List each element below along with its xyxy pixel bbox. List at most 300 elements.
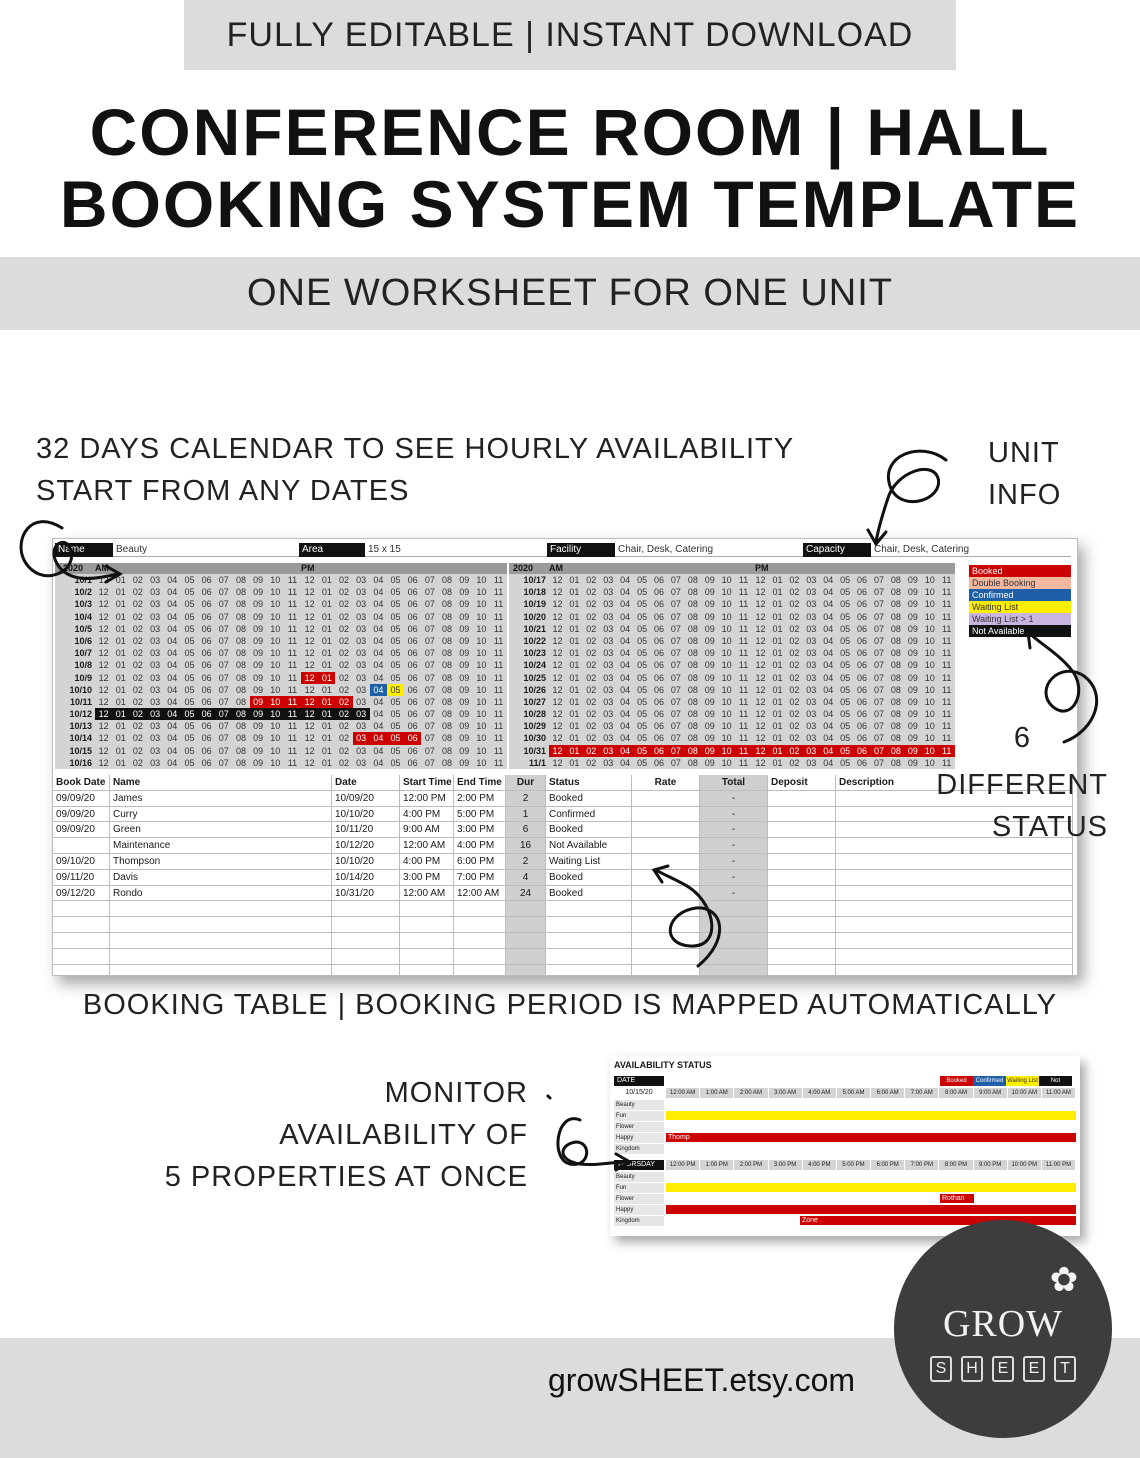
hour-cell: 05 <box>840 660 851 671</box>
hour-cell: 03 <box>603 623 614 634</box>
hour-cell: 09 <box>904 745 921 757</box>
hour-cell: 07 <box>670 709 681 720</box>
hour-cell: 04 <box>167 660 178 671</box>
hour-cell: 03 <box>603 587 614 598</box>
hour-cell: 10 <box>270 684 281 695</box>
hour-cell: 10 <box>476 745 487 756</box>
hour-cell: 11 <box>493 623 504 634</box>
hour-cell: 09 <box>459 648 470 659</box>
booking-cell[interactable]: - <box>700 870 768 885</box>
hour-cell: 02 <box>129 708 146 720</box>
hour-cell: 11 <box>941 696 952 707</box>
availability-property: Happy <box>614 1133 664 1144</box>
hour-cell: 05 <box>840 709 851 720</box>
hour-cell: 04 <box>373 587 384 598</box>
area-value[interactable]: 15 x 15 <box>365 543 547 557</box>
hour-cell: 01 <box>569 709 580 720</box>
facility-value[interactable]: Chair, Desk, Catering <box>615 543 803 557</box>
hour-cell: 11 <box>284 696 301 708</box>
hour-cell: 01 <box>321 745 332 756</box>
hour-cell: 09 <box>459 709 470 720</box>
hour-cell: 06 <box>857 623 868 634</box>
hour-cell: 05 <box>387 732 404 744</box>
hour-cell: 01 <box>115 623 126 634</box>
booking-cell[interactable]: 10/14/20 <box>332 870 400 885</box>
availability-property: Beauty <box>614 1100 664 1111</box>
hour-cell: 08 <box>687 611 698 622</box>
booking-cell[interactable]: 12:00 AM <box>400 886 454 901</box>
hour-cell: 11 <box>941 648 952 659</box>
booking-cell[interactable]: Thompson <box>110 854 332 869</box>
hour-cell: 03 <box>806 635 817 646</box>
hour-cell: 08 <box>687 672 698 683</box>
hour-cell: 12 <box>552 757 563 768</box>
booking-cell[interactable]: 12:00 AM <box>454 886 506 901</box>
hour-cell: 11 <box>941 709 952 720</box>
booking-cell[interactable]: 10/11/20 <box>332 822 400 837</box>
hour-cell: 11 <box>493 587 504 598</box>
hour-cell: 10 <box>721 599 732 610</box>
name-value[interactable]: Beauty <box>113 543 299 557</box>
availability-day-label: THURSDAY <box>614 1160 664 1170</box>
hour-cell: 04 <box>373 721 384 732</box>
hour-cell: 02 <box>338 599 349 610</box>
hour-cell: 11 <box>287 611 298 622</box>
hour-cell: 04 <box>167 733 178 744</box>
hour-cell: 03 <box>356 696 367 707</box>
availability-hour: 10:00 PM <box>1008 1160 1042 1170</box>
hour-cell: 11 <box>941 575 952 585</box>
hour-cell: 04 <box>167 696 178 707</box>
monitor-caption-line-2: AVAILABILITY OF <box>279 1119 528 1151</box>
calendar-right-year: 2020 <box>513 563 534 573</box>
hour-cell: 04 <box>823 696 834 707</box>
calendar-left-date: 10/3 <box>74 599 92 610</box>
area-label: Area <box>299 543 365 557</box>
booking-cell[interactable]: 2:00 PM <box>454 791 506 806</box>
calendar-right-date: 10/29 <box>523 721 546 732</box>
hour-cell: 08 <box>684 745 701 757</box>
hour-cell: 05 <box>637 648 648 659</box>
hour-cell: 09 <box>704 587 715 598</box>
booking-cell[interactable]: 9:00 AM <box>400 822 454 837</box>
hour-cell: 11 <box>493 575 504 585</box>
hour-cell: 12 <box>552 733 563 744</box>
booking-cell[interactable]: - <box>700 886 768 901</box>
hour-cell: 08 <box>890 611 901 622</box>
hour-cell: 09 <box>907 599 918 610</box>
booking-cell[interactable]: Booked <box>546 870 632 885</box>
hour-cell: 11 <box>738 684 749 695</box>
booking-cell[interactable]: 09/11/20 <box>53 870 110 885</box>
hour-cell: 12 <box>98 684 109 695</box>
hour-cell: 04 <box>620 733 631 744</box>
availability-property: Flower <box>614 1194 664 1205</box>
hour-cell: 03 <box>356 648 367 659</box>
hour-cell: 06 <box>407 696 418 707</box>
hour-cell: 03 <box>603 733 614 744</box>
booking-cell[interactable]: James <box>110 791 332 806</box>
hour-cell: 01 <box>115 757 126 768</box>
hour-cell: 08 <box>442 635 453 646</box>
booking-cell[interactable]: 7:00 PM <box>454 870 506 885</box>
hour-cell: 11 <box>493 733 504 744</box>
hour-cell: 09 <box>907 660 918 671</box>
booking-cell[interactable]: 16 <box>506 838 546 853</box>
hour-cell: 09 <box>907 635 918 646</box>
hour-cell: 07 <box>873 623 884 634</box>
hour-cell: 09 <box>907 587 918 598</box>
hour-cell: 01 <box>569 721 580 732</box>
hour-cell: 01 <box>115 672 126 683</box>
hour-cell: 12 <box>304 599 315 610</box>
hour-cell: 12 <box>98 599 109 610</box>
monitor-caption-line-1: MONITOR <box>384 1077 528 1109</box>
hour-cell: 06 <box>201 757 212 768</box>
hour-cell: 01 <box>772 660 783 671</box>
hour-cell: 03 <box>806 599 817 610</box>
hour-cell: 07 <box>670 660 681 671</box>
hour-cell: 10 <box>924 587 935 598</box>
hour-cell: 04 <box>820 745 837 757</box>
hour-cell: 12 <box>755 575 766 585</box>
hour-cell: 10 <box>270 599 281 610</box>
booking-cell[interactable]: Booked <box>546 791 632 806</box>
hour-cell: 06 <box>407 721 418 732</box>
booking-cell[interactable]: Confirmed <box>546 807 632 822</box>
hour-cell: 05 <box>390 660 401 671</box>
hour-cell: 08 <box>890 599 901 610</box>
hour-cell: 01 <box>772 684 783 695</box>
hour-cell: 10 <box>924 599 935 610</box>
hour-cell: 10 <box>924 611 935 622</box>
hour-cell: 02 <box>338 684 349 695</box>
hour-cell: 06 <box>857 733 868 744</box>
hour-cell: 02 <box>338 733 349 744</box>
hour-cell: 06 <box>653 733 664 744</box>
hour-cell: 06 <box>201 587 212 598</box>
hour-cell: 05 <box>840 599 851 610</box>
logo-letter: E <box>1023 1356 1045 1382</box>
hour-cell: 02 <box>338 721 349 732</box>
hour-cell: 10 <box>270 611 281 622</box>
hour-cell: 01 <box>321 648 332 659</box>
hour-cell: 02 <box>586 733 597 744</box>
hour-cell: 06 <box>201 733 212 744</box>
booking-cell[interactable]: 09/09/20 <box>53 791 110 806</box>
booking-cell[interactable]: 12:00 PM <box>400 791 454 806</box>
hour-cell: 10 <box>267 696 284 708</box>
hour-cell: 07 <box>424 648 435 659</box>
booking-cell[interactable]: 10/31/20 <box>332 886 400 901</box>
unit-info-arrow <box>876 451 946 542</box>
hour-cell: 12 <box>304 611 315 622</box>
booking-cell[interactable]: Not Available <box>546 838 632 853</box>
hour-cell: 04 <box>823 733 834 744</box>
hour-cell: 08 <box>890 587 901 598</box>
calendar-right-date: 10/22 <box>523 635 546 646</box>
hour-cell: 09 <box>459 733 470 744</box>
booking-cell[interactable]: 3:00 PM <box>400 870 454 885</box>
hour-cell: 08 <box>890 623 901 634</box>
hour-cell: 06 <box>653 660 664 671</box>
hour-cell: 03 <box>150 599 161 610</box>
hour-cell: 01 <box>321 721 332 732</box>
hour-cell: 03 <box>603 635 614 646</box>
hour-cell: 12 <box>552 587 563 598</box>
hour-cell: 11 <box>493 721 504 732</box>
hour-cell: 12 <box>98 721 109 732</box>
booking-cell[interactable]: Curry <box>110 807 332 822</box>
booking-cell[interactable]: 10/12/20 <box>332 838 400 853</box>
hour-cell: 05 <box>840 635 851 646</box>
hour-cell: 03 <box>356 611 367 622</box>
hour-cell: 12 <box>304 733 315 744</box>
hour-cell: 01 <box>569 672 580 683</box>
booking-cell[interactable]: - <box>700 822 768 837</box>
booking-cell[interactable]: 12:00 AM <box>400 838 454 853</box>
hour-cell: 03 <box>806 733 817 744</box>
booking-cell[interactable]: 6 <box>506 822 546 837</box>
availability-hour: 9:00 PM <box>974 1160 1008 1170</box>
hour-cell: 03 <box>356 721 367 732</box>
booking-cell[interactable]: 2 <box>506 854 546 869</box>
booking-cell[interactable]: - <box>700 838 768 853</box>
hour-cell: 03 <box>150 684 161 695</box>
hour-cell: 08 <box>235 757 246 768</box>
hour-cell: 02 <box>789 684 800 695</box>
hour-cell: 04 <box>823 599 834 610</box>
hour-cell: 08 <box>687 733 698 744</box>
hour-cell: 07 <box>873 660 884 671</box>
calendar-right-date: 10/31 <box>523 745 546 756</box>
hour-cell: 01 <box>772 599 783 610</box>
hour-cell: 12 <box>755 660 766 671</box>
hour-cell: 05 <box>637 733 648 744</box>
hour-cell: 07 <box>424 696 435 707</box>
hour-cell: 08 <box>442 709 453 720</box>
hour-cell: 10 <box>721 611 732 622</box>
hour-cell: 08 <box>687 696 698 707</box>
hour-cell: 07 <box>667 745 684 757</box>
hour-cell: 07 <box>218 745 229 756</box>
hour-cell: 09 <box>459 745 470 756</box>
availability-property: Kingdom <box>614 1144 664 1155</box>
hour-cell: 02 <box>789 648 800 659</box>
hour-cell: 05 <box>840 721 851 732</box>
booking-cell[interactable]: 2 <box>506 791 546 806</box>
booking-cell[interactable]: 3:00 PM <box>454 822 506 837</box>
hour-cell: 02 <box>132 575 143 585</box>
hour-cell: 09 <box>704 635 715 646</box>
booking-cell[interactable]: 09/12/20 <box>53 886 110 901</box>
hour-cell: 01 <box>772 611 783 622</box>
hour-cell: 01 <box>115 575 126 585</box>
availability-property: Kingdom <box>614 1216 664 1227</box>
hour-cell: 12 <box>552 648 563 659</box>
hour-cell: 08 <box>890 635 901 646</box>
availability-hour: 4:00 AM <box>803 1088 837 1098</box>
hour-cell: 10 <box>476 733 487 744</box>
hour-cell: 11 <box>738 611 749 622</box>
availability-hour: 1:00 AM <box>700 1088 734 1098</box>
hour-cell: 05 <box>390 672 401 683</box>
booking-header-cell: Status <box>546 775 632 790</box>
availability-property: Flower <box>614 1122 664 1133</box>
hour-cell: 01 <box>772 696 783 707</box>
booking-cell[interactable]: - <box>700 854 768 869</box>
booking-cell[interactable]: Booked <box>546 886 632 901</box>
hour-cell: 11 <box>493 672 504 683</box>
hour-cell: 05 <box>840 757 851 768</box>
hour-cell: 08 <box>442 611 453 622</box>
booking-cell[interactable]: 09/09/20 <box>53 822 110 837</box>
hour-cell: 09 <box>253 660 264 671</box>
status-count: 6 <box>1013 722 1031 754</box>
hour-cell: 07 <box>218 721 229 732</box>
hour-cell: 03 <box>603 648 614 659</box>
hour-cell: 06 <box>407 599 418 610</box>
booking-cell[interactable]: 6:00 PM <box>454 854 506 869</box>
hour-cell: 02 <box>338 660 349 671</box>
hour-cell: 11 <box>287 721 298 732</box>
hour-cell: 11 <box>738 587 749 598</box>
booking-cell[interactable]: 4:00 PM <box>400 807 454 822</box>
booking-cell[interactable]: 4:00 PM <box>454 838 506 853</box>
booking-cell[interactable]: 24 <box>506 886 546 901</box>
hour-cell: 12 <box>304 684 315 695</box>
hour-cell: 07 <box>424 757 435 768</box>
hour-cell: 09 <box>253 721 264 732</box>
hour-cell: 09 <box>253 757 264 768</box>
booking-cell[interactable]: 10/10/20 <box>332 854 400 869</box>
hour-cell: 06 <box>407 672 418 683</box>
booking-cell[interactable]: Waiting List <box>546 854 632 869</box>
booking-cell[interactable]: Maintenance <box>110 838 332 853</box>
hour-cell: 09 <box>704 733 715 744</box>
hour-cell: 02 <box>132 745 143 756</box>
booking-cell[interactable]: - <box>700 791 768 806</box>
booking-cell[interactable]: 10/09/20 <box>332 791 400 806</box>
hour-cell: 04 <box>167 672 178 683</box>
hour-cell: 03 <box>356 672 367 683</box>
booking-cell[interactable]: 09/10/20 <box>53 854 110 869</box>
hour-cell: 11 <box>738 721 749 732</box>
hour-cell: 08 <box>235 733 246 744</box>
booking-cell[interactable]: 09/09/20 <box>53 807 110 822</box>
hour-cell: 06 <box>201 575 212 585</box>
booking-cell[interactable]: Rondo <box>110 886 332 901</box>
booking-cell[interactable]: Booked <box>546 822 632 837</box>
hour-cell: 10 <box>721 623 732 634</box>
hour-cell: 03 <box>150 635 161 646</box>
booking-cell[interactable]: - <box>700 807 768 822</box>
hour-cell: 11 <box>493 611 504 622</box>
hour-cell: 01 <box>112 708 129 720</box>
hour-cell: 01 <box>321 623 332 634</box>
hour-cell: 11 <box>493 684 504 695</box>
availability-hour: 7:00 PM <box>905 1160 939 1170</box>
hour-cell: 05 <box>390 599 401 610</box>
hour-cell: 02 <box>338 611 349 622</box>
hour-cell: 07 <box>424 660 435 671</box>
availability-legend-item: Not <box>1039 1076 1072 1086</box>
hour-cell: 04 <box>373 635 384 646</box>
shop-url[interactable]: growSHEET.etsy.com <box>548 1362 856 1398</box>
calendar-right-date: 10/18 <box>523 587 546 598</box>
hour-cell: 04 <box>370 732 387 744</box>
hour-cell: 08 <box>442 599 453 610</box>
hour-cell: 02 <box>789 599 800 610</box>
hour-cell: 12 <box>98 587 109 598</box>
availability-hour: 6:00 AM <box>871 1088 905 1098</box>
capacity-value[interactable]: Chair, Desk, Catering <box>871 543 1071 557</box>
calendar-left-pm: PM <box>301 563 315 573</box>
hour-cell: 05 <box>637 575 648 585</box>
hour-cell: 11 <box>735 745 752 757</box>
hour-cell: 06 <box>653 635 664 646</box>
availability-title: AVAILABILITY STATUS <box>614 1060 712 1070</box>
hour-cell: 03 <box>150 660 161 671</box>
booking-cell[interactable]: Green <box>110 822 332 837</box>
hour-cell: 07 <box>873 599 884 610</box>
hour-cell: 09 <box>459 575 470 585</box>
calendar-left-date: 10/8 <box>74 660 92 671</box>
hour-cell: 10 <box>270 757 281 768</box>
hour-cell: 07 <box>218 696 229 707</box>
hour-cell: 03 <box>356 623 367 634</box>
hour-cell: 11 <box>738 635 749 646</box>
hour-cell: 04 <box>373 745 384 756</box>
hour-cell: 06 <box>653 623 664 634</box>
booking-cell[interactable]: 10/10/20 <box>332 807 400 822</box>
hour-cell: 06 <box>857 648 868 659</box>
hour-cell: 10 <box>476 757 487 768</box>
hour-cell: 05 <box>637 672 648 683</box>
hour-cell: 11 <box>287 587 298 598</box>
hour-cell: 03 <box>806 660 817 671</box>
legend-item: Double Booking <box>969 577 1071 589</box>
hour-cell: 09 <box>907 696 918 707</box>
hour-cell: 10 <box>721 733 732 744</box>
hour-cell: 09 <box>907 721 918 732</box>
availability-property: Fun <box>614 1183 664 1194</box>
hour-cell: 06 <box>653 599 664 610</box>
hour-cell: 08 <box>442 757 453 768</box>
hour-cell: 12 <box>304 721 315 732</box>
calendar-left-date: 10/15 <box>69 745 92 756</box>
booking-cell[interactable]: 1 <box>506 807 546 822</box>
hour-cell: 12 <box>98 648 109 659</box>
booking-cell[interactable]: 5:00 PM <box>454 807 506 822</box>
hour-cell: 06 <box>653 709 664 720</box>
booking-cell[interactable]: Davis <box>110 870 332 885</box>
hour-cell: 07 <box>424 635 435 646</box>
hour-cell: 02 <box>586 575 597 585</box>
booking-cell[interactable]: 4:00 PM <box>400 854 454 869</box>
calendar-right-date: 10/21 <box>523 623 546 634</box>
hour-cell: 01 <box>569 696 580 707</box>
booking-cell[interactable]: 4 <box>506 870 546 885</box>
hour-cell: 03 <box>356 575 367 585</box>
hour-cell: 07 <box>424 599 435 610</box>
hour-cell: 02 <box>586 660 597 671</box>
hour-cell: 12 <box>552 721 563 732</box>
hour-cell: 07 <box>873 696 884 707</box>
availability-date-label: DATE <box>614 1076 664 1086</box>
calendar-right-date: 10/17 <box>523 575 546 585</box>
hour-cell: 06 <box>407 660 418 671</box>
